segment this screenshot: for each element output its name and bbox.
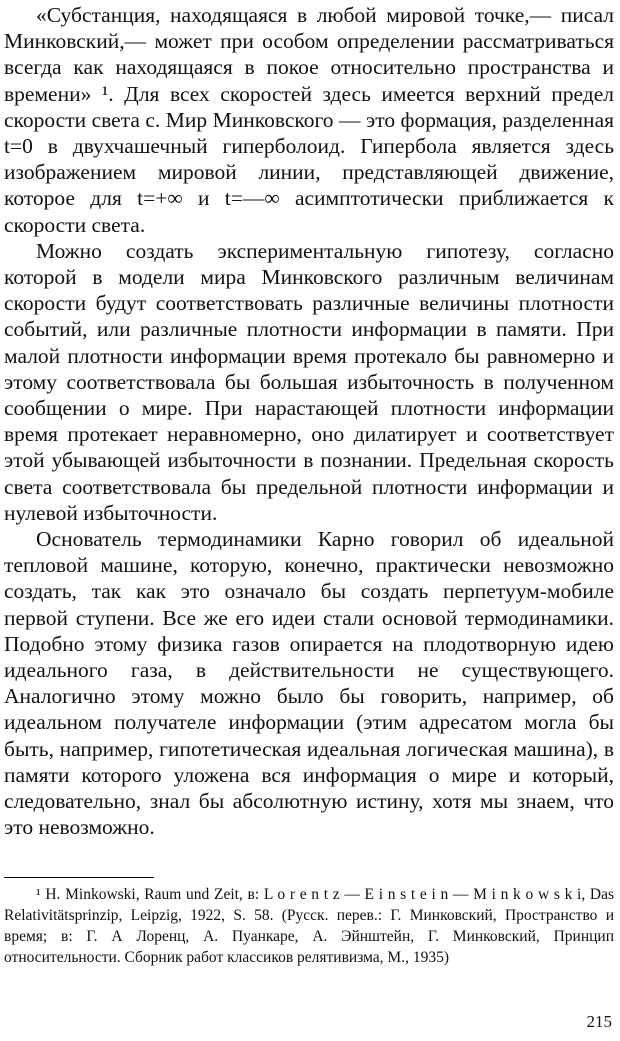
paragraph-2: Можно создать экспериментальную гипотезу, согласно которой в модели мира Минковского различным величинам скорости будут соответствовать различные величины плотности событий, или различные плотности информации в памяти. При малой плотности информации время протекало бы равномерно и этому соответствовала бы большая избыточность в полученном сообщении о мире. При нарастающей плотности информации время протекает неравномерно, оно дилатирует и соответствует этой убывающей избыточности в познании. Предельная скорость света соответствовала бы предельной плотности информации и нулевой избыточности. [4, 238, 614, 525]
footnote-separator [4, 877, 154, 878]
main-text [4, 2, 614, 841]
paragraph-1: «Субстанция, находящаяся в любой мировой точке,— писал Минковский,— может при особом определении рассматриваться всегда как находящаяся в покое относительно пространства и времени» ¹. Для всех скоростей здесь имеется верхний предел скорости света c. Мир Минковского — это формация, разделенная t=0 в двухчашечный гиперболоид. Гипербола является здесь изображением мировой линии, представляющей движение, которое для t=+∞ и t=—∞ асимптотически приближается к скорости света. [4, 3, 614, 237]
paragraph-3: Основатель термодинамики Карно говорил об идеальной тепловой машине, которую, конечно, практически невозможно создать, так как это означало бы создать перпетуум-мобиле первой ступени. Все же его идеи стали основой термодинамики. Подобно этому физика газов опирается на плодотворную идею идеального газа, в действительности не существующего. Аналогично этому можно было бы говорить, например, об идеальном получателе информации (этим адресатом могла бы быть, например, гипотетическая идеальная логическая машина), в памяти которого уложена вся информация о мире и который, следовательно, знал бы абсолютную истину, хотя мы знаем, что это невозможно. [4, 527, 614, 840]
footnote [4, 884, 614, 968]
footnote-text: ¹ H. Minkowski, Raum und Zeit, в: L o r e n t z — E i n s t e i n — M i n k o w s k i, Das Relativitätsprinzip, Leipzig, 1922, S. 58. (Русск. перев.: Г. Минковский, Пространство и время; в: Г. А Лоренц, А. Пуанкаре, А. Эйнштейн, Г. Минковский, Принцип относительности. Сборник работ классиков релятивизма, М., 1935) [4, 886, 614, 966]
page-number: 215 [586, 1012, 612, 1031]
